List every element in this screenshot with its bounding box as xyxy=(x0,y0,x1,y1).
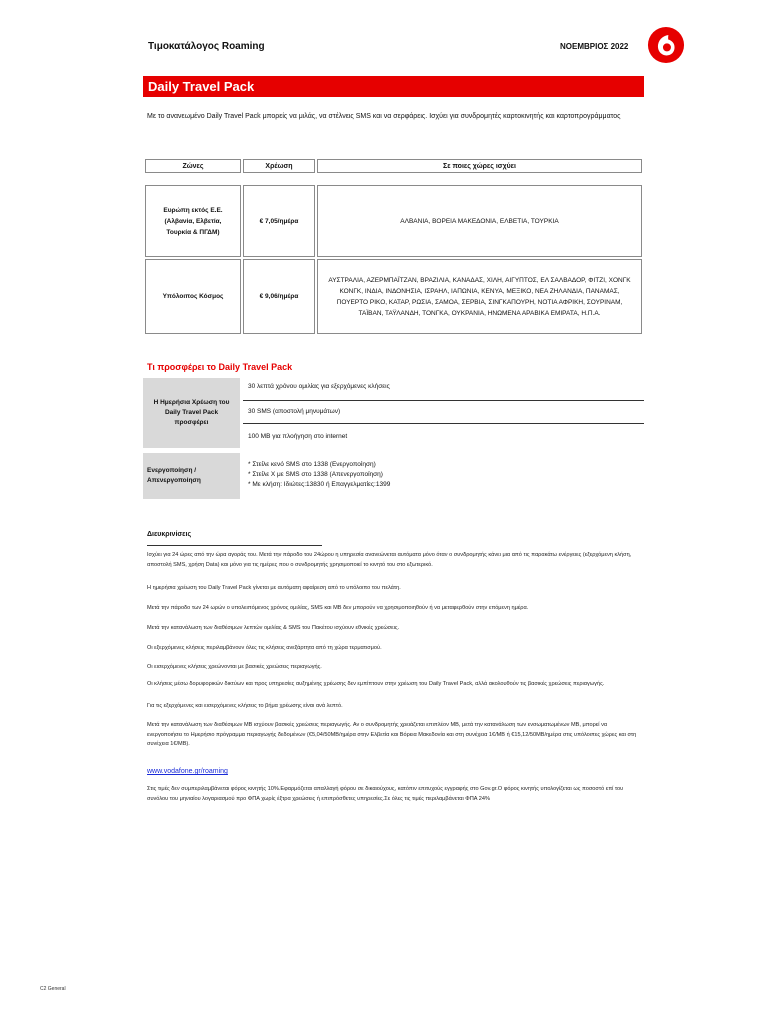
note-paragraph: Μετά την πάροδο των 24 ωρών ο υπολειπόμενος χρόνος ομιλίας, SMS και MB δεν μπορούν να χρησιμοποιηθούν ή να μεταφερθούν στην επόμενη ημέρα. xyxy=(147,605,529,611)
table-row xyxy=(145,185,642,257)
zone-name: Ευρώπη εκτός Ε.Ε. (Αλβανία, Ελβετία, Τουρκία & ΠΓΔΜ) xyxy=(145,185,241,257)
notes-divider xyxy=(147,545,322,546)
zone-countries: ΑΛΒΑΝΙΑ, ΒΟΡΕΙΑ ΜΑΚΕΔΟΝΙΑ, ΕΛΒΕΤΙΑ, ΤΟΥΡΚΙΑ xyxy=(317,185,642,257)
note-paragraph: Οι κλήσεις μέσω δορυφορικών δικτύων και προς υπηρεσίες αυξημένης χρέωσης δεν εμπίπτουν στην χρέωση του Daily Travel Pack, αλλά ακολουθούν τις βασικές χρεώσεις περιαγωγής. xyxy=(147,681,605,687)
section-title-bar xyxy=(143,76,644,97)
note-paragraph: Οι εισερχόμενες κλήσεις χρεώνονται με βασικές χρεώσεις περιαγωγής. xyxy=(147,664,322,670)
zone-charge: € 9,06/ημέρα xyxy=(243,259,315,334)
activation-label: Ενεργοποίηση / Απενεργοποίηση xyxy=(143,453,240,499)
offer-item-sms: 30 SMS (αποστολή μηνυμάτων) xyxy=(243,402,644,424)
tax-footnote: Στις τιμές δεν συμπεριλαμβάνεται φόρος κινητής 10%.Εφαρμόζεται απαλλαγή φόρου σε δικαιούχους, κατόπιν επιτυχούς εγγραφής στο Gov.gr.Ο φόρος κινητής υπολογίζεται ως ποσοστό επί του συνόλου του μηνιαίου λογαριασμού προ ΦΠΑ χωρίς έξτρα χρεώσεις ή επιπρόσθετες υπηρεσίες.Σε όλες τις τιμές περιλαμβάνεται ΦΠΑ 24% xyxy=(147,786,624,802)
zones-table xyxy=(143,157,644,336)
header-zones: Ζώνες xyxy=(145,159,241,173)
roaming-link[interactable]: www.vodafone.gr/roaming xyxy=(147,768,228,775)
note-paragraph: Ισχύει για 24 ώρες από την ώρα αγοράς του. Μετά την πάροδο του 24ώρου η υπηρεσία ανανεώνεται αυτόματα μόνο όταν ο συνδρομητής κάνει μια από τις παρακάτω ενέργειες (εξερχόμενη κλήση, αποστολή SMS, χρήση Data) και μόνο για τις ημέρες που ο συνδρομητής χρησιμοποιεί το κινητό του στο εξωτερικό. xyxy=(147,552,632,568)
zone-charge: € 7,05/ημέρα xyxy=(243,185,315,257)
offer-item-minutes: 30 λεπτά χρόνου ομιλίας για εξερχόμενες κλήσεις xyxy=(243,380,644,401)
vodafone-logo-icon xyxy=(647,26,685,64)
note-paragraph: Η ημερήσια χρέωση του Daily Travel Pack γίνεται με αυτόματη αφαίρεση από το υπόλοιπο του πελάτη. xyxy=(147,585,401,591)
offer-item-data: 100 MB για πλοήγηση στο internet xyxy=(248,433,348,440)
header-charge: Χρέωση xyxy=(243,159,315,173)
intro-text: Με το ανανεωμένο Daily Travel Pack μπορείς να μιλάς, να στέλνεις SMS και να σερφάρεις. Ισχύει για συνδρομητές καρτοκινητής και καρτοπρογράμματος xyxy=(147,113,621,120)
activation-line: * Στείλε Χ με SMS στο 1338 (Απενεργοποίηση) xyxy=(248,471,383,478)
offer-label: Η Ημερήσια Χρέωση του Daily Travel Pack προσφέρει xyxy=(143,378,240,448)
notes-heading: Διευκρινίσεις xyxy=(147,531,192,538)
zones-header-row xyxy=(145,159,642,173)
document-date: ΝΟΕΜΒΡΙΟΣ 2022 xyxy=(560,42,629,51)
activation-line: * Στείλε κενό SMS στο 1338 (Ενεργοποίηση) xyxy=(248,461,376,468)
zone-countries: ΑΥΣΤΡΑΛΙΑ, ΑΖΕΡΜΠΑΪΤΖΑΝ, ΒΡΑΖΙΛΙΑ, ΚΑΝΑΔΑΣ, ΧΙΛΗ, ΑΙΓΥΠΤΟΣ, ΕΛ ΣΑΛΒΑΔΟΡ, ΦΙΤΖΙ, ΧΟΝΓΚ ΚΟΝΓΚ, ΙΝΔΙΑ, ΙΝΔΟΝΗΣΙΑ, ΙΣΡΑΗΛ, ΙΑΠΩΝΙΑ, ΚΕΝΥΑ, ΜΕΞΙΚΟ, ΝΕΑ ΖΗΛΑΝΔΙΑ, ΠΑΝΑΜΑΣ, ΠΟΥΕΡΤΟ ΡΙΚΟ, ΚΑΤΑΡ, ΡΩΣΙΑ, ΣΑΜΟΑ, ΣΕΡΒΙΑ, ΣΙΝΓΚΑΠΟΥΡΗ, ΝΟΤΙΑ ΑΦΡΙΚΗ, ΣΟΥΡΙΝΑΜ, ΤΑΪΒΑΝ, ΤΑΫΛΑΝΔΗ, ΤΟΝΓΚΑ, ΟΥΚΡΑΝΙΑ, ΗΝΩΜΕΝΑ ΑΡΑΒΙΚΑ ΕΜΙΡΑΤΑ, Η.Π.Α. xyxy=(317,259,642,334)
section-title: Daily Travel Pack xyxy=(148,79,255,94)
note-paragraph: Οι εξερχόμενες κλήσεις περιλαμβάνουν όλες τις κλήσεις ανεξάρτητα από τη χώρα τερματισμού. xyxy=(147,645,382,651)
note-paragraph: Για τις εξερχόμενες και εισερχόμενες κλήσεις το βήμα χρέωσης είναι ανά λεπτό. xyxy=(147,703,343,709)
document-title: Τιμοκατάλογος Roaming xyxy=(148,41,265,52)
table-row xyxy=(145,259,642,334)
activation-instructions xyxy=(248,460,390,490)
activation-line: * Με κλήση: Ιδιώτες:13830 ή Επαγγελματίες:1399 xyxy=(248,481,391,488)
table-spacer xyxy=(145,175,642,183)
note-paragraph: Μετά την κατανάλωση των διαθέσιμων λεπτών ομιλίας & SMS του Πακέτου ισχύουν εθνικές χρεώσεις. xyxy=(147,625,400,631)
note-paragraph: Μετά την κατανάλωση των διαθέσιμων MB ισχύουν βασικές χρεώσεις περιαγωγής. Αν ο συνδρομητής χρειάζεται επιπλέον MB, μετά την κατανάλωση των ενσωματωμένων MB, μπορεί να ενεργοποιήσει το Ημερήσιο πρόγραμμα περιαγωγής δεδομένων (€5,04/50MB/ημέρα στην Ελβετία και Βόρεια Μακεδονία και στη συνέχεια 1€/MB ή €15,12/50MB/ημέρα στις υπόλοιπες χώρες και στη συνέχεια 1€/MB). xyxy=(147,722,637,747)
offer-heading: Τι προσφέρει το Daily Travel Pack xyxy=(147,362,293,372)
header-countries: Σε ποιες χώρες ισχύει xyxy=(317,159,642,173)
zone-name: Υπόλοιπος Κόσμος xyxy=(145,259,241,334)
classification-label: C2 General xyxy=(40,986,66,992)
